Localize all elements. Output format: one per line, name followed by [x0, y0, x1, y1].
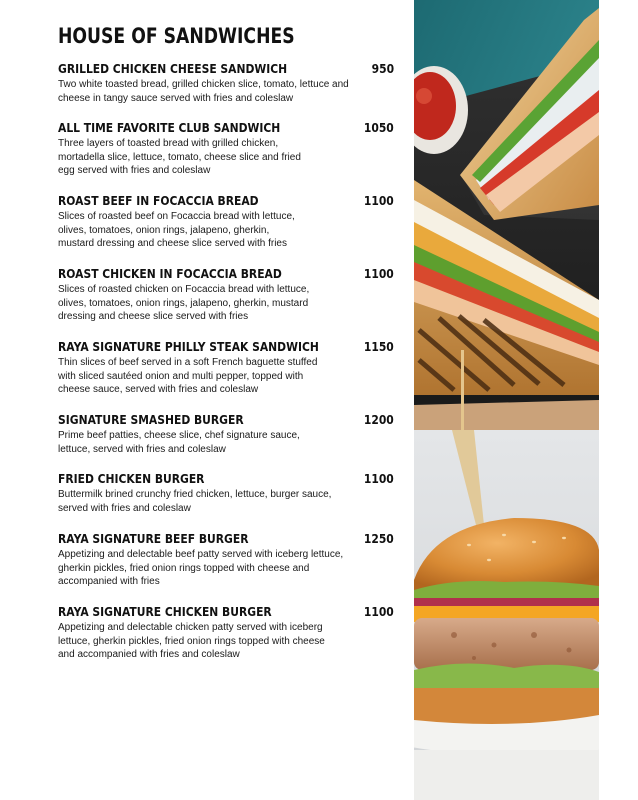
item-name: RAYA SIGNATURE PHILLY STEAK SANDWICH [58, 339, 319, 354]
item-name: SIGNATURE SMASHED BURGER [58, 412, 244, 427]
item-name: ROAST BEEF IN FOCACCIA BREAD [58, 193, 259, 208]
item-price: 1150 [364, 339, 394, 354]
item-price: 1100 [364, 604, 394, 619]
item-name: GRILLED CHICKEN CHEESE SANDWICH [58, 61, 288, 76]
item-description: Thin slices of beef served in a soft French baguette stuffed with sliced sautéed onion and multi pepper, topped with cheese sauce, served with fries and coleslaw [58, 357, 318, 396]
menu-item [58, 412, 398, 456]
item-price: 1050 [364, 120, 394, 135]
chicken-burger-photo [414, 430, 599, 800]
item-price: 1100 [364, 193, 394, 208]
menu-item [58, 193, 398, 251]
menu-item [58, 120, 398, 178]
item-description: Buttermilk brined crunchy fried chicken, lettuce, burger sauce, served with fries and coleslaw [58, 489, 332, 514]
item-description: Appetizing and delectable chicken patty served with iceberg lettuce, gherkin pickles, fried onion rings topped with cheese and accompanied with fries and coleslaw [58, 622, 325, 661]
item-description: Three layers of toasted bread with grilled chicken, mortadella slice, lettuce, tomato, cheese slice and fried egg served with fries and coleslaw [58, 138, 301, 177]
item-price: 1200 [364, 412, 394, 427]
item-name: ROAST CHICKEN IN FOCACCIA BREAD [58, 266, 282, 281]
item-name: FRIED CHICKEN BURGER [58, 471, 205, 486]
item-price: 1100 [364, 266, 394, 281]
item-name: RAYA SIGNATURE BEEF BURGER [58, 531, 249, 546]
item-price: 950 [371, 61, 394, 76]
item-price: 1100 [364, 471, 394, 486]
item-description: Slices of roasted beef on Focaccia bread with lettuce, olives, tomatoes, onion rings, jalapeno, gherkin, mustard dressing and cheese slice served with fries [58, 211, 295, 250]
item-description: Prime beef patties, cheese slice, chef signature sauce, lettuce, served with fries and coleslaw [58, 430, 300, 455]
menu-item [58, 266, 398, 324]
item-description: Appetizing and delectable beef patty served with iceberg lettuce, gherkin pickles, fried onion rings topped with cheese and accompanied with fries [58, 549, 344, 588]
menu-item [58, 471, 398, 515]
menu-item [58, 531, 398, 589]
item-description: Two white toasted bread, grilled chicken slice, tomato, lettuce and cheese in tangy sauce served with fries and coleslaw [58, 79, 349, 104]
item-name: ALL TIME FAVORITE CLUB SANDWICH [58, 120, 281, 135]
menu-title: HOUSE OF SANDWICHES [58, 24, 295, 48]
item-price: 1250 [364, 531, 394, 546]
menu-item [58, 61, 398, 105]
item-description: Slices of roasted chicken on Focaccia bread with lettuce, olives, tomatoes, onion rings, jalapeno, gherkin, mustard dressing and cheese slice served with fries [58, 284, 310, 323]
menu-item [58, 604, 398, 662]
menu-item [58, 339, 398, 397]
club-sandwich-photo [414, 0, 599, 430]
item-name: RAYA SIGNATURE CHICKEN BURGER [58, 604, 272, 619]
